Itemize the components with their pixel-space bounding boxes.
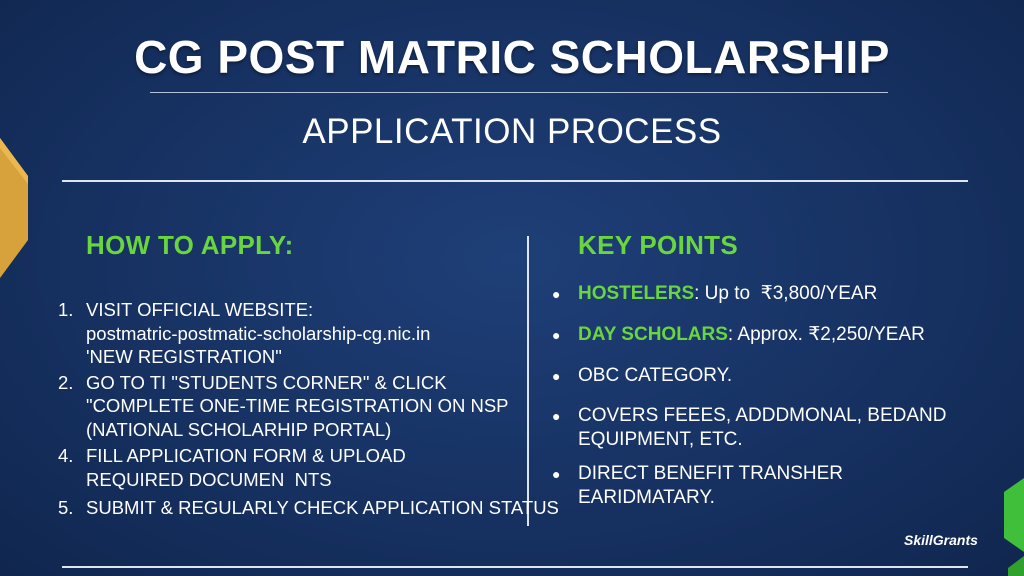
key-point-label: DAY SCHOLARS [578, 324, 728, 345]
step-item [58, 444, 528, 491]
step-number: 4. [58, 445, 74, 466]
gold-hexagon-decoration [0, 128, 30, 288]
step-number: 5. [58, 497, 74, 518]
step-text: VISIT OFFICIAL WEBSITE: [86, 299, 314, 320]
page-subtitle: APPLICATION PROCESS [302, 112, 722, 151]
key-point-text: Approx. ₹2,250/YEAR [733, 324, 925, 345]
key-point-item [552, 364, 1012, 388]
step-number: 2. [58, 371, 74, 393]
step-text: "COMPLETE ONE-TIME REGISTRATION ON NSP [86, 395, 509, 416]
step-text: 'NEW REGISTRATION" [86, 346, 282, 367]
key-point-item [552, 323, 1012, 347]
step-item [58, 496, 559, 520]
key-points-list [552, 282, 1012, 527]
key-point-text: EARIDMATARY. [578, 487, 715, 508]
bullet-icon: ● [552, 327, 561, 343]
bullet-icon: ● [552, 408, 561, 424]
website-url-text: postmatric-postmatic-scholarship-cg.nic.in [86, 322, 431, 344]
key-point-text: EQUIPMENT, ETC. [578, 429, 743, 450]
key-point-item [552, 282, 1012, 306]
step-text: REQUIRED DOCUMEN NTS [86, 468, 332, 490]
key-point-label: HOSTELERS [578, 283, 695, 304]
key-point-item [552, 462, 1012, 510]
application-steps-list [58, 298, 559, 520]
header-divider [62, 180, 968, 182]
step-text: FILL APPLICATION FORM & UPLOAD [86, 445, 406, 466]
step-text: GO TO TI "STUDENTS CORNER" & CLICK [86, 371, 447, 393]
bullet-icon: ● [552, 368, 561, 384]
key-points-heading: KEY POINTS [578, 230, 739, 260]
step-item [58, 298, 528, 369]
key-point-separator: : [727, 324, 734, 345]
key-point-text: Up to ₹3,800/YEAR [699, 283, 878, 304]
step-number: 1. [58, 299, 74, 320]
step-text: SUBMIT & REGULARLY CHECK APPLICATION STATUS [86, 497, 559, 518]
key-point-text: COVERS FEEES, ADDDMONAL, BEDAND [578, 405, 947, 426]
step-text: (NATIONAL SCHOLARHIP PORTAL) [86, 418, 392, 440]
key-point-separator: : [694, 283, 700, 304]
step-item [58, 371, 528, 442]
bullet-icon: ● [552, 466, 561, 482]
key-point-text: OBC CATEGORY. [578, 365, 733, 386]
key-point-text: DIRECT BENEFIT TRANSHER [578, 463, 843, 484]
bullet-icon: ● [552, 286, 561, 302]
title-divider [150, 92, 888, 93]
footer-divider [62, 566, 968, 568]
page-title: CG POST MATRIC SCHOLARSHIP [134, 31, 890, 83]
key-point-item [552, 404, 1012, 452]
brand-watermark: SkillGrants [904, 532, 978, 548]
how-to-apply-heading: HOW TO APPLY: [86, 230, 294, 260]
